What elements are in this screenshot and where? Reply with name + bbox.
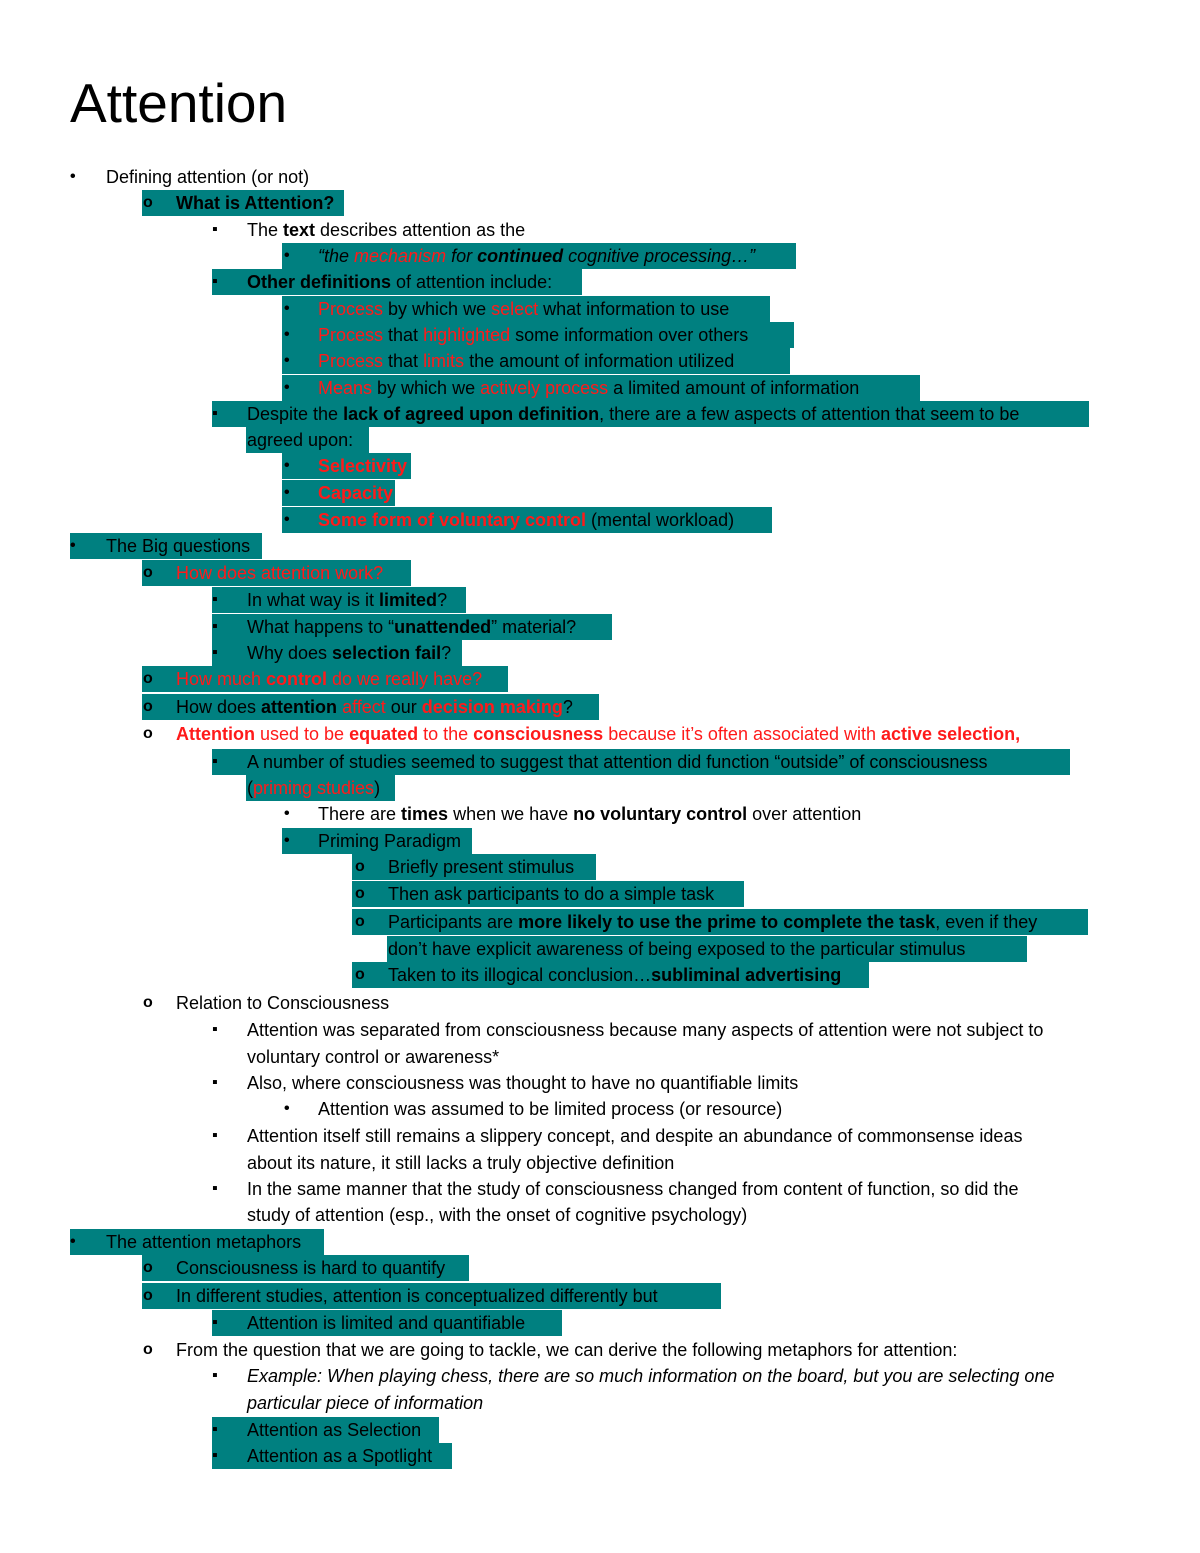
bullet-l4: •: [284, 484, 290, 501]
bullet-l2: o: [143, 564, 153, 581]
bullet-l1: •: [70, 1233, 76, 1250]
metaphor-point-3: From the question that we are going to tackle, we can derive the following metaphors for attention:: [176, 1340, 958, 1360]
relation-point-2: Also, where consciousness was thought to have no quantifiable limits: [247, 1073, 799, 1093]
bullet-l3: ▪: [212, 1314, 218, 1331]
question-how-work: How does attention work?: [176, 563, 384, 583]
definition-2: Process that highlighted some information over others: [318, 325, 749, 345]
aspect-voluntary-control: Some form of voluntary control (mental workload): [318, 510, 735, 530]
priming-studies: (priming studies): [247, 778, 381, 798]
definition-3: Process that limits the amount of information utilized: [318, 351, 735, 371]
bullet-l4: •: [284, 832, 290, 849]
bullet-l3: ▪: [212, 644, 218, 661]
bullet-l4: •: [284, 1100, 290, 1117]
bullet-l3: ▪: [212, 618, 218, 635]
bullet-l4: •: [284, 805, 290, 822]
bullet-l4: •: [284, 300, 290, 317]
section-heading-big-questions: The Big questions: [106, 536, 251, 556]
text-describes-line: The text describes attention as the: [247, 220, 526, 240]
question-selection-fail: Why does selection fail?: [247, 643, 452, 663]
bullet-l3: ▪: [212, 1127, 218, 1144]
priming-step-3-cont: don’t have explicit awareness of being exposed to the particular stimulus: [388, 939, 966, 959]
relation-point-4: In the same manner that the study of consciousness changed from content of function, so did the: [247, 1179, 1019, 1199]
bullet-l3: ▪: [212, 405, 218, 422]
priming-step-4: Taken to its illogical conclusion…subliminal advertising: [388, 965, 842, 985]
definition-4: Means by which we actively process a limited amount of information: [318, 378, 860, 398]
chess-example-cont: particular piece of information: [247, 1393, 484, 1413]
studies-line: A number of studies seemed to suggest that attention did function “outside” of consciousness: [247, 752, 988, 772]
bullet-l2: o: [143, 194, 153, 211]
relation-point-1-cont: voluntary control or awareness*: [247, 1047, 500, 1067]
bullet-l4: •: [284, 379, 290, 396]
question-decision-making: How does attention affect our decision making?: [176, 697, 573, 717]
bullet-l2: o: [143, 670, 153, 687]
relation-point-3: Attention itself still remains a slippery concept, and despite an abundance of commonsense ideas: [247, 1126, 1023, 1146]
definition-1: Process by which we select what information to use: [318, 299, 730, 319]
question-control: How much control do we really have?: [176, 669, 483, 689]
relation-point-3-cont: about its nature, it still lacks a truly objective definition: [247, 1153, 675, 1173]
bullet-l3: ▪: [212, 221, 218, 238]
question-limited: In what way is it limited?: [247, 590, 448, 610]
no-voluntary-control-line: There are times when we have no voluntary control over attention: [318, 804, 862, 824]
bullet-l2: o: [143, 698, 153, 715]
metaphor-spotlight: Attention as a Spotlight: [247, 1446, 433, 1466]
priming-step-3: Participants are more likely to use the prime to complete the task, even if they: [388, 912, 1038, 932]
bullet-l3: ▪: [212, 591, 218, 608]
bullet-l2: o: [355, 885, 365, 902]
section-heading-defining: Defining attention (or not): [106, 167, 310, 187]
relation-point-2a: Attention was assumed to be limited process (or resource): [318, 1099, 783, 1119]
bullet-l2: o: [143, 1287, 153, 1304]
relation-point-1: Attention was separated from consciousness because many aspects of attention were not subject to: [247, 1020, 1044, 1040]
bullet-l2: o: [355, 913, 365, 930]
bullet-l4: •: [284, 457, 290, 474]
relation-point-4-cont: study of attention (esp., with the onset of cognitive psychology): [247, 1205, 748, 1225]
chess-example: Example: When playing chess, there are so much information on the board, but you are selecting one: [247, 1366, 1055, 1386]
metaphor-point-2a: Attention is limited and quantifiable: [247, 1313, 526, 1333]
bullet-l3: ▪: [212, 1367, 218, 1384]
despite-line: Despite the lack of agreed upon definition, there are a few aspects of attention that seem to be: [247, 404, 1020, 424]
relation-to-consciousness: Relation to Consciousness: [176, 993, 390, 1013]
priming-step-2: Then ask participants to do a simple task: [388, 884, 715, 904]
aspect-selectivity: Selectivity: [318, 456, 408, 476]
what-is-attention: What is Attention?: [176, 193, 335, 213]
bullet-l3: ▪: [212, 753, 218, 770]
question-unattended: What happens to “unattended” material?: [247, 617, 577, 637]
bullet-l4: •: [284, 352, 290, 369]
bullet-l3: ▪: [212, 1447, 218, 1464]
aspect-capacity: Capacity: [318, 483, 394, 503]
priming-step-1: Briefly present stimulus: [388, 857, 575, 877]
metaphor-point-1: Consciousness is hard to quantify: [176, 1258, 446, 1278]
bullet-l2: o: [355, 858, 365, 875]
bullet-l2: o: [143, 725, 153, 742]
priming-paradigm: Priming Paradigm: [318, 831, 462, 851]
metaphor-point-2: In different studies, attention is conceptualized differently but: [176, 1286, 658, 1306]
bullet-l3: ▪: [212, 1180, 218, 1197]
bullet-l1: •: [70, 168, 76, 185]
bullet-l2: o: [355, 966, 365, 983]
metaphor-selection: Attention as Selection: [247, 1420, 422, 1440]
section-heading-metaphors: The attention metaphors: [106, 1232, 302, 1252]
despite-line-cont: agreed upon:: [247, 430, 354, 450]
bullet-l3: ▪: [212, 1421, 218, 1438]
bullet-l4: •: [284, 247, 290, 264]
attention-equated-line: Attention used to be equated to the consciousness because it’s often associated with active selection,: [176, 724, 1021, 744]
bullet-l2: o: [143, 1341, 153, 1358]
bullet-l1: •: [70, 537, 76, 554]
bullet-l2: o: [143, 994, 153, 1011]
bullet-l3: ▪: [212, 1074, 218, 1091]
page-title: Attention: [70, 72, 288, 134]
other-definitions: Other definitions of attention include:: [247, 272, 553, 292]
mechanism-quote: “the mechanism for continued cognitive processing…”: [318, 246, 756, 266]
bullet-l4: •: [284, 511, 290, 528]
bullet-l3: ▪: [212, 1021, 218, 1038]
bullet-l3: ▪: [212, 273, 218, 290]
bullet-l2: o: [143, 1259, 153, 1276]
bullet-l4: •: [284, 326, 290, 343]
